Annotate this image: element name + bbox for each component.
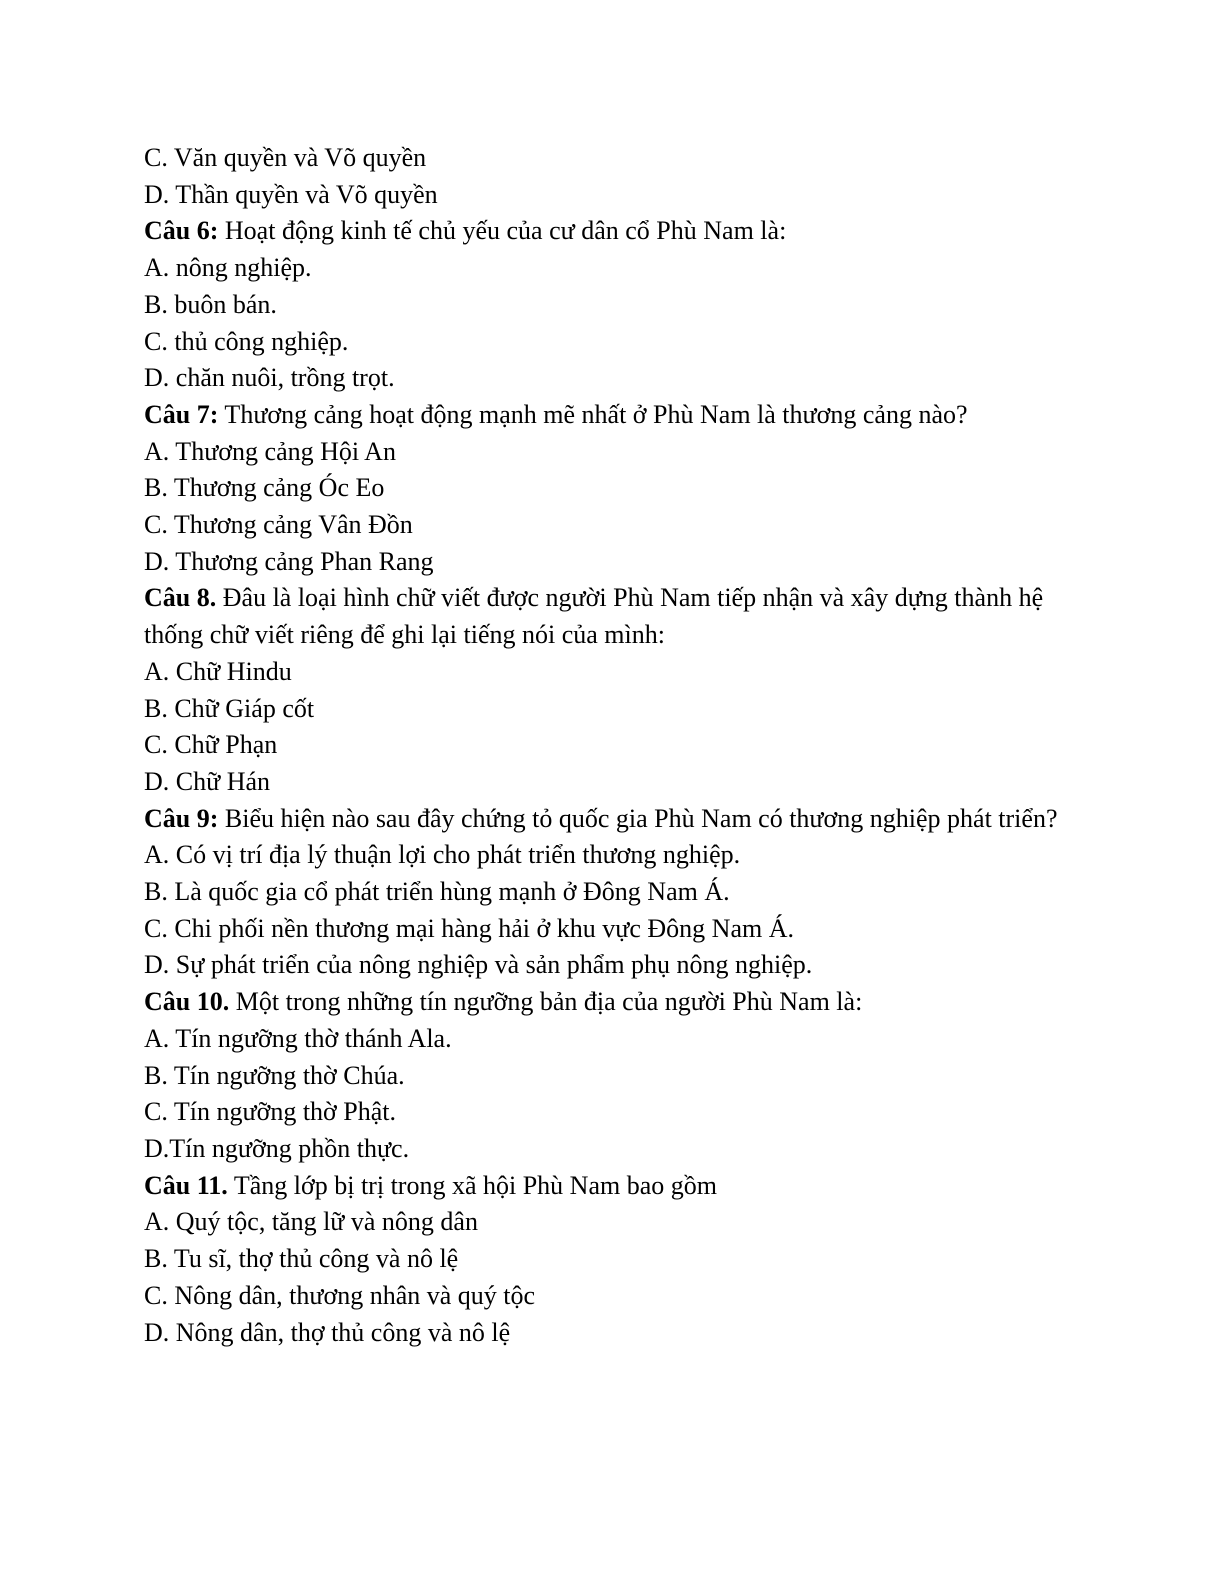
- question-7: [144, 397, 1084, 434]
- option-line: A. Quý tộc, tăng lữ và nông dân: [144, 1207, 478, 1237]
- option-line: C. Tín ngưỡng thờ Phật.: [144, 1097, 397, 1127]
- question-text: Tầng lớp bị trị trong xã hội Phù Nam bao gồm: [227, 1170, 717, 1200]
- question-label: Câu 7:: [144, 399, 219, 429]
- option-line: A. Chữ Hindu: [144, 656, 292, 686]
- option-line: D. chăn nuôi, trồng trọt.: [144, 363, 395, 393]
- document-page: [144, 140, 1084, 1351]
- question-10: [144, 984, 1084, 1021]
- question-11: [144, 1168, 1084, 1205]
- option-line: B. Thương cảng Óc Eo: [144, 473, 385, 503]
- question-text: Biểu hiện nào sau đây chứng tỏ quốc gia Phù Nam có thương nghiệp phát triển?: [218, 803, 1058, 833]
- question-label: Câu 9:: [144, 803, 219, 833]
- option-line: B. Tín ngưỡng thờ Chúa.: [144, 1060, 405, 1090]
- option-line: C. Chữ Phạn: [144, 730, 278, 760]
- question-text: Thương cảng hoạt động mạnh mẽ nhất ở Phù Nam là thương cảng nào?: [218, 399, 968, 429]
- option-line: C. Chi phối nền thương mại hàng hải ở khu vực Đông Nam Á.: [144, 913, 794, 943]
- question-text: Một trong những tín ngưỡng bản địa của người Phù Nam là:: [229, 987, 863, 1017]
- question-8: [144, 580, 1084, 653]
- question-label: Câu 6:: [144, 216, 219, 246]
- question-6: [144, 213, 1084, 250]
- option-line: D. Thần quyền và Võ quyền: [144, 179, 438, 209]
- question-label: Câu 8.: [144, 583, 217, 613]
- option-line: D. Sự phát triển của nông nghiệp và sản phẩm phụ nông nghiệp.: [144, 950, 813, 980]
- question-9: [144, 801, 1084, 838]
- option-line: D.Tín ngưỡng phồn thực.: [144, 1133, 410, 1163]
- option-line: A. Có vị trí địa lý thuận lợi cho phát triển thương nghiệp.: [144, 840, 741, 870]
- option-line: C. Nông dân, thương nhân và quý tộc: [144, 1280, 536, 1310]
- question-text: Hoạt động kinh tế chủ yếu của cư dân cổ Phù Nam là:: [218, 216, 787, 246]
- option-line: A. Tín ngưỡng thờ thánh Ala.: [144, 1023, 452, 1053]
- option-line: C. Văn quyền và Võ quyền: [144, 143, 427, 172]
- option-line: C. Thương cảng Vân Đồn: [144, 510, 413, 540]
- option-line: B. Tu sĩ, thợ thủ công và nô lệ: [144, 1244, 459, 1274]
- option-line: D. Nông dân, thợ thủ công và nô lệ: [144, 1317, 511, 1347]
- question-label: Câu 11.: [144, 1170, 228, 1200]
- option-line: D. Chữ Hán: [144, 766, 271, 796]
- question-label: Câu 10.: [144, 987, 230, 1017]
- option-line: D. Thương cảng Phan Rang: [144, 546, 434, 576]
- option-line: B. Chữ Giáp cốt: [144, 693, 315, 723]
- option-line: B. Là quốc gia cổ phát triển hùng mạnh ở Đông Nam Á.: [144, 877, 730, 907]
- option-line: C. thủ công nghiệp.: [144, 326, 349, 356]
- question-text: Đâu là loại hình chữ viết được người Phù Nam tiếp nhận và xây dựng thành hệ thống chữ viết riêng để ghi lại tiếng nói của mình:: [144, 583, 1044, 650]
- option-line: A. Thương cảng Hội An: [144, 436, 396, 466]
- option-line: B. buôn bán.: [144, 289, 277, 319]
- option-line: A. nông nghiệp.: [144, 253, 312, 283]
